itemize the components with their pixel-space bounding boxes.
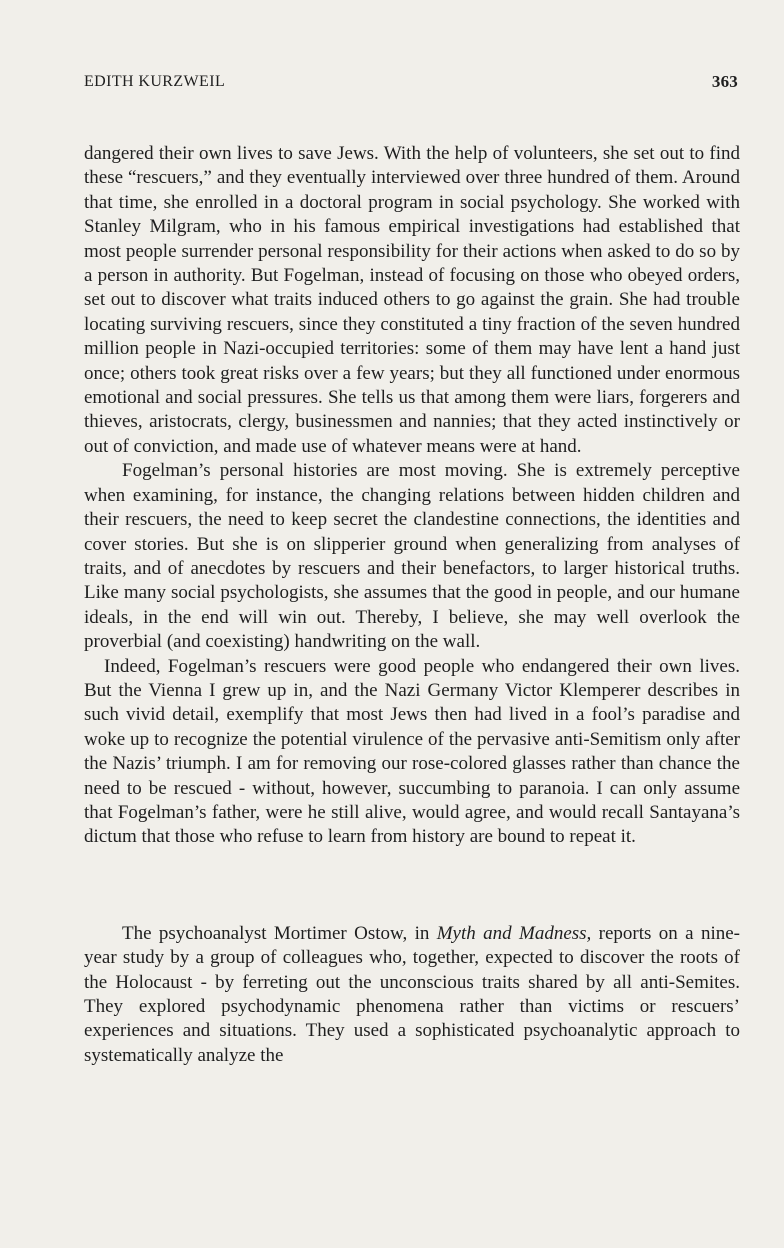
- paragraph-fogelman-rescuers-indeed: Indeed, Fogelman’s rescuers were good people who endangered their own lives. But the Vienna I grew up in, and the Nazi Germany Victor Klemperer describes in such vivid detail, exemplify that most Jews then had lived in a fool’s paradise and woke up to recognize the potential virulence of the pervasive anti-Semitism only after the Nazis’ triumph. I am for removing our rose-colored glasses rather than chance the need to be rescued - without, however, succumbing to paranoia. I can only assume that Fogelman’s father, were he still alive, would agree, and would recall Santayana’s dictum that those who refuse to learn from history are bound to repeat it.: [84, 655, 740, 848]
- paragraph-ostow-intro-text: The psychoanalyst Mortimer Ostow, in: [122, 922, 437, 944]
- section-fogelman: [84, 142, 740, 850]
- running-head-author: EDITH KURZWEIL: [84, 73, 226, 90]
- paragraph-fogelman-rescuers: dangered their own lives to save Jews. With the help of volunteers, she set out to find these “rescuers,” and they eventually interviewed over three hundred of them. Around that time, she enrolled in a doctoral program in social psychology. She worked with Stanley Milgram, who in his famous empirical investigations had established that most people surrender personal responsibility for their actions when asked to do so by a person in authority. But Fogelman, instead of focusing on those who obeyed orders, set out to discover what traits induced others to go against the grain. She had trouble locating surviving rescuers, since they constituted a tiny fraction of the seven hundred million people in Nazi-occupied territories: some of them may have lent a hand just once; others took great risks over a few years; but they all functioned under enormous emotional and social pressures. She tells us that among them were liars, forgerers and thieves, aristocrats, clergy, businessmen and nannies; that they acted instinctively or out of conviction, and made use of whatever means were at hand.: [84, 143, 740, 457]
- paragraph-ostow-body-text: reports on a nine-year study by a group of colleagues who, together, expected to discover the roots of the Holocaust - by ferreting out the unconscious traits shared by all anti-Semites. They explored psychodynamic phenomena rather than victims or rescuers’ experiences and situations. They used a sophisticated psychoanalytic approach to systematically analyze the: [84, 922, 740, 1066]
- section-break: [84, 850, 740, 922]
- body-text: [84, 142, 740, 1068]
- book-title-myth-and-madness: Myth and Madness,: [436, 922, 592, 944]
- section-ostow: [84, 922, 740, 1068]
- paragraph-fogelman-histories: Fogelman’s personal histories are most moving. She is extremely perceptive when examining, for instance, the changing relations between hidden children and their rescuers, the need to keep secret the clandestine connections, the identities and cover stories. But she is on slipperier ground when generalizing from analyses of traits, and of anecdotes by rescuers and their benefactors, to larger historical truths. Like many social psychologists, she assumes that the good in people, and our humane ideals, in the end will win out. Thereby, I believe, she may well overlook the proverbial (and coexisting) handwriting on the wall.: [84, 460, 740, 653]
- page-number: 363: [711, 72, 738, 91]
- paragraph-ostow-study: [84, 922, 740, 1068]
- running-head: [84, 70, 738, 94]
